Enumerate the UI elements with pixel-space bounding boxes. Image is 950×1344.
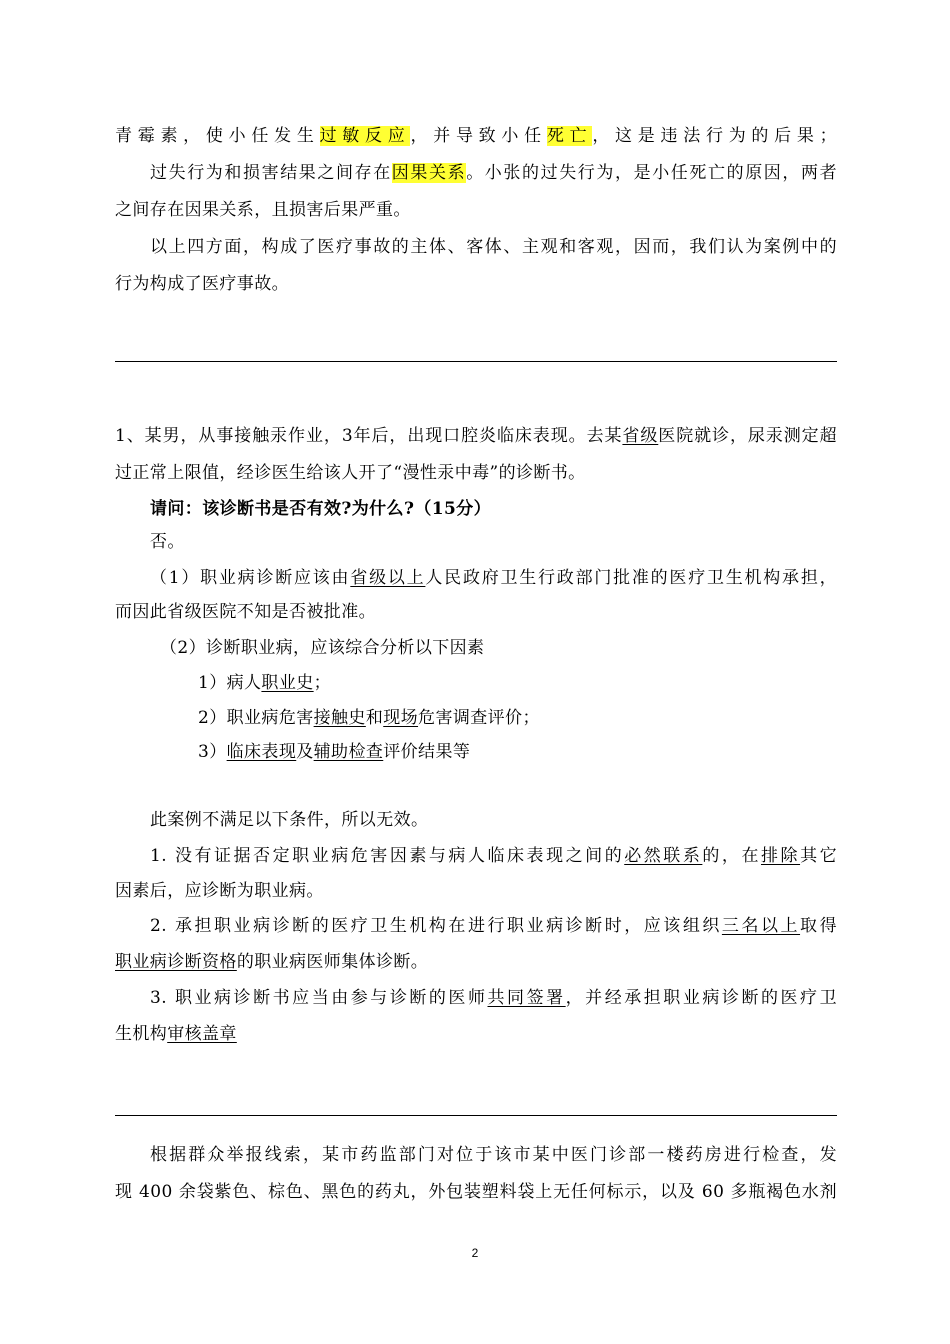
underlined-text: 共同签署 [487,988,566,1008]
paragraph-line: 因素后，应诊断为职业病。 [115,881,324,901]
underlined-text: 现场 [383,708,419,728]
text: 2. 承担职业病诊断的医疗卫生机构在进行职业病诊断时，应该组织 [150,916,722,936]
text: ，并导致小任 [410,126,547,146]
text: 医院就诊，尿汞测定超 [658,426,837,446]
underlined-text: 必然联系 [624,846,703,866]
underlined-text: 审核盖章 [167,1024,237,1044]
text: （1）职业病诊断应该由 [150,568,351,588]
underlined-text: 三名以上 [721,916,801,936]
text: 生机构 [115,1024,168,1044]
text: 1. 没有证据否定职业病危害因素与病人临床表现之间的 [150,846,625,866]
paragraph-line [150,986,837,1010]
paragraph-line [150,844,837,868]
text: 。小张的过失行为，是小任死亡的原因，两者 [466,163,837,183]
paragraph-line [115,1022,837,1046]
paragraph-line: 之间存在因果关系，且损害后果严重。 [115,200,411,220]
underlined-text: 省级 [622,426,659,446]
highlighted-text: 死亡 [546,126,593,146]
underlined-text: 职业病诊断资格 [115,952,237,972]
text: 和 [365,708,384,728]
text: 3. 职业病诊断书应当由参与诊断的医师 [150,988,488,1008]
text: 危害调查评价； [418,708,540,728]
highlighted-text: 因果关系 [391,163,467,183]
answer-line: 否。 [150,532,185,552]
underlined-text: 省级以上 [350,568,426,588]
text: 人民政府卫生行政部门批准的医疗卫生机构承担， [425,568,837,588]
text: 其它 [800,846,837,866]
page-number: 2 [471,1246,479,1260]
paragraph-line: 以上四方面，构成了医疗事故的主体、客体、主观和客观，因而，我们认为案例中的 [150,237,837,257]
list-item [198,740,837,764]
paragraph-line: 过正常上限值，经诊医生给该人开了“漫性汞中毒”的诊断书。 [115,463,586,483]
paragraph-line: （2）诊断职业病，应该综合分析以下因素 [160,638,485,658]
list-item [198,706,837,730]
paragraph-line: 根据群众举报线索，某市药监部门对位于该市某中医门诊部一楼药房进行检查，发 [150,1145,837,1165]
text: 3） [198,742,227,762]
paragraph-line [150,566,837,590]
paragraph-line: 行为构成了医疗事故。 [115,274,289,294]
paragraph-line [115,950,837,974]
list-item [198,671,837,695]
text: 取得 [800,916,837,936]
paragraph-line: 此案例不满足以下条件，所以无效。 [150,810,429,830]
paragraph-line: 现 400 余袋紫色、棕色、黑色的药丸，外包装塑料袋上无任何标示，以及 60 多瓶褐色水剂 [115,1182,837,1202]
paragraph-line [115,124,837,148]
paragraph-line [150,161,837,185]
text: 评价结果等 [383,742,471,762]
text: 的，在 [702,846,761,866]
section-divider [115,361,837,362]
paragraph-line [150,914,837,938]
text: ，并经承担职业病诊断的医疗卫 [565,988,837,1008]
underlined-text: 辅助检查 [313,742,384,762]
section-divider [115,1115,837,1116]
underlined-text: 临床表现 [226,742,297,762]
text: 1、某男，从事接触汞作业，3年后，出现口腔炎临床表现。去某 [115,426,623,446]
underlined-text: 排除 [760,846,801,866]
underlined-text: 职业史 [261,673,314,693]
text: 过失行为和损害结果之间存在 [150,163,392,183]
text: 及 [296,742,314,762]
text: ，这是违法行为的后果； [592,126,838,146]
highlighted-text: 过敏反应 [319,126,411,146]
text: 青霉素，使小任发生 [115,126,320,146]
paragraph-line [115,424,837,448]
text: 的职业病医师集体诊断。 [236,952,429,972]
text: 2）职业病危害 [198,708,314,728]
underlined-text: 接触史 [313,708,366,728]
text: 1）病人 [198,673,262,693]
text: ； [313,673,332,693]
paragraph-line: 而因此省级医院不知是否被批准。 [115,602,376,622]
question-line: 请问：该诊断书是否有效?为什么?（15分） [150,499,491,519]
